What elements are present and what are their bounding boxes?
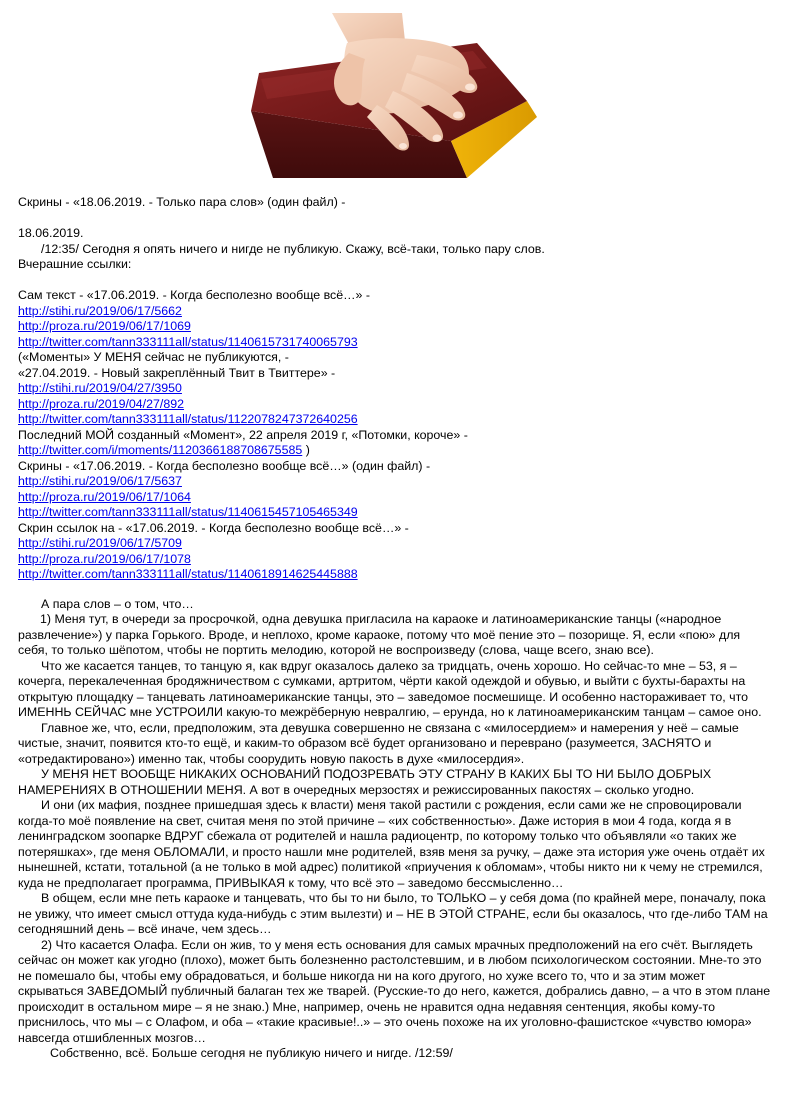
links-caption: Сам текст - «17.06.2019. - Когда бесполезно вообще всё…» - xyxy=(18,288,370,302)
essay-text xyxy=(18,597,773,1062)
link-proza[interactable]: http://proza.ru/2019/06/17/1078 xyxy=(18,551,191,566)
screens-title: Скрины - «18.06.2019. - Только пара слов» (один файл) - xyxy=(18,195,346,209)
paragraph: 1) Меня тут, в очереди за просрочкой, одна девушка пригласила на караоке и латиноамериканские танцы («народное развлечение») у парка Горького. Вроде, и неплохо, кроме караоке, потому что моё пение это – позорище. Я, если «пою» для себя, то только шёпотом, чтобы не портить мелодию, которой не воспроизведу (слова, чаще всего, знаю все). xyxy=(18,612,741,657)
intro-line: /12:35/ Сегодня я опять ничего и нигде не публикую. Скажу, всё-таки, только пару слов. xyxy=(41,241,545,256)
link-twitter[interactable]: http://twitter.com/tann333111all/status/1140618914625445888 xyxy=(18,567,358,581)
link-stihi[interactable]: http://stihi.ru/2019/06/17/5709 xyxy=(18,536,182,550)
document-body xyxy=(18,195,773,1062)
link-proza[interactable]: http://proza.ru/2019/04/27/892 xyxy=(18,396,185,411)
link-proza[interactable]: http://proza.ru/2019/06/17/1064 xyxy=(18,489,191,504)
links-caption: Скрины - «17.06.2019. - Когда бесполезно вообще всё…» (один файл) - xyxy=(18,458,431,473)
paragraph: В общем, если мне петь караоке и танцевать, что бы то ни было, то ТОЛЬКО – у себя дома (по крайней мере, поначалу, пока не увижу, что имеет смысл оттуда куда-нибудь с этим вылезти) и – НЕ В ЭТОЙ СТРАНЕ, если бы оказалось, что где-либо ТАМ на сегодняшний день – всё иначе, чем здесь… xyxy=(18,891,768,936)
links-caption: («Моменты» У МЕНЯ сейчас не публикуются, - xyxy=(18,350,289,364)
link-proza[interactable]: http://proza.ru/2019/06/17/1069 xyxy=(18,319,191,333)
paragraph: Главное же, что, если, предположим, эта девушка совершенно не связана с «милосердием» и намерения у неё – самые чистые, значит, появится кто-то ещё, и каким-то образом всё будет организовано и переврано (разумеется, ЗАСНЯТО и «отредактировано») именно так, чтобы соорудить новую пакость в духе «милосердия». xyxy=(18,720,739,766)
hero-image-hand-on-book xyxy=(237,13,542,178)
link-stihi[interactable]: http://stihi.ru/2019/04/27/3950 xyxy=(18,381,182,395)
link-stihi[interactable]: http://stihi.ru/2019/06/17/5662 xyxy=(18,303,182,318)
links-block xyxy=(18,288,773,583)
post-date: 18.06.2019. xyxy=(18,226,84,240)
paragraph: Собственно, всё. Больше сегодня не публикую ничего и нигде. /12:59/ xyxy=(50,1046,453,1060)
paragraph: Что же касается танцев, то танцую я, как вдруг оказалось далеко за тридцать, очень хорошо. Но сейчас-то мне – 53, я – кочерга, перекалеченная бродяжничеством с сумками, артритом, чёрти какой одеждой и обувью, и выйти с бухты-барахты на открытую площадку – танцевать латиноамериканские танцы, это – заведомое посмешище. И особенно настораживает то, что ИМЕННЬ СЕЙЧАС мне УСТРОИЛИ какую-то межрёберную невралгию, – ерунда, но к латиноамериканским танцам – самое оно. xyxy=(18,658,762,719)
link-twitter[interactable]: http://twitter.com/tann333111all/status/1140615731740065793 xyxy=(18,334,358,349)
links-caption: «27.04.2019. - Новый закреплённый Твит в Твиттере» - xyxy=(18,365,336,380)
paragraph: У МЕНЯ НЕТ ВООБЩЕ НИКАКИХ ОСНОВАНИЙ ПОДОЗРЕВАТЬ ЭТУ СТРАНУ В КАКИХ БЫ ТО НИ БЫЛО ДОБРЫХ НАМЕРЕНИЯХ В ОТНОШЕНИИ МЕНЯ. А вот в очередных мерзостях и режиссированных пакостях – сколько угодно. xyxy=(18,767,712,797)
links-caption: Скрин ссылок на - «17.06.2019. - Когда бесполезно вообще всё…» - xyxy=(18,520,409,535)
link-stihi[interactable]: http://stihi.ru/2019/06/17/5637 xyxy=(18,474,182,488)
link-twitter[interactable]: http://twitter.com/tann333111all/status/1122078247372640256 xyxy=(18,412,358,426)
link-twitter[interactable]: http://twitter.com/tann333111all/status/1140615457105465349 xyxy=(18,505,358,519)
paragraph: А пара слов – о том, что… xyxy=(41,596,194,611)
paragraph: 2) Что касается Олафа. Если он жив, то у меня есть основания для самых мрачных предположений на его счёт. Выглядеть сейчас он может как угодно (плохо), может быть болезненно растолстевшим, и в любом психологическом состоянии. Мне-то это не помешало бы, чтобы ему обрадоваться, и больше никогда ни на кого другого, но хуже всего то, что и за этим может скрываться ЗАВЕДОМЫЙ публичный балаган тех же тварей. (Русские-то до него, кажется, добрались давно, – а что в этом плане происходит в остальном мире – я не знаю.) Мне, например, очень не нравится одна недавняя сентенция, якобы кому-то приснилось, что мы – с Олафом, и оба – «такие красивые!..» – это очень похоже на их уголовно-фашистское «чувство юмора» навсегда отшибленных мозгов… xyxy=(18,937,771,1045)
link-twitter-moment[interactable]: http://twitter.com/i/moments/1120366188708675585 xyxy=(18,443,303,457)
paragraph: И они (их мафия, позднее пришедшая здесь к власти) меня такой растили с рождения, если сами же не спровоцировали когда-то моё появление на свет, считая меня по этой причине – «их собственностью». Даже история в мои 4 года, когда я в ленинградском зоопарке ВДРУГ сбежала от родителей и нашла радиоцентр, по которому только что объявляли «о таких же потеряшках», где меня ОБЛОМАЛИ, и просто нашли мне родителей, взяв меня за ручку, – даже эта история уже очень отдаёт их нынешней, кстати, тотальной (а не только в мой адрес) политикой «приучения к обломам», чтобы никто ни к чему не стремился, куда не предполагает программа, ПРИВЫКАЯ к тому, что всё это – заведомо бессмысленно… xyxy=(18,798,765,890)
links-caption: Последний МОЙ созданный «Момент», 22 апреля 2019 г, «Потомки, короче» - xyxy=(18,427,468,442)
closing-paren: ) xyxy=(302,443,310,457)
moment-link-line xyxy=(18,443,773,459)
yesterday-links-heading: Вчерашние ссылки: xyxy=(18,257,132,271)
